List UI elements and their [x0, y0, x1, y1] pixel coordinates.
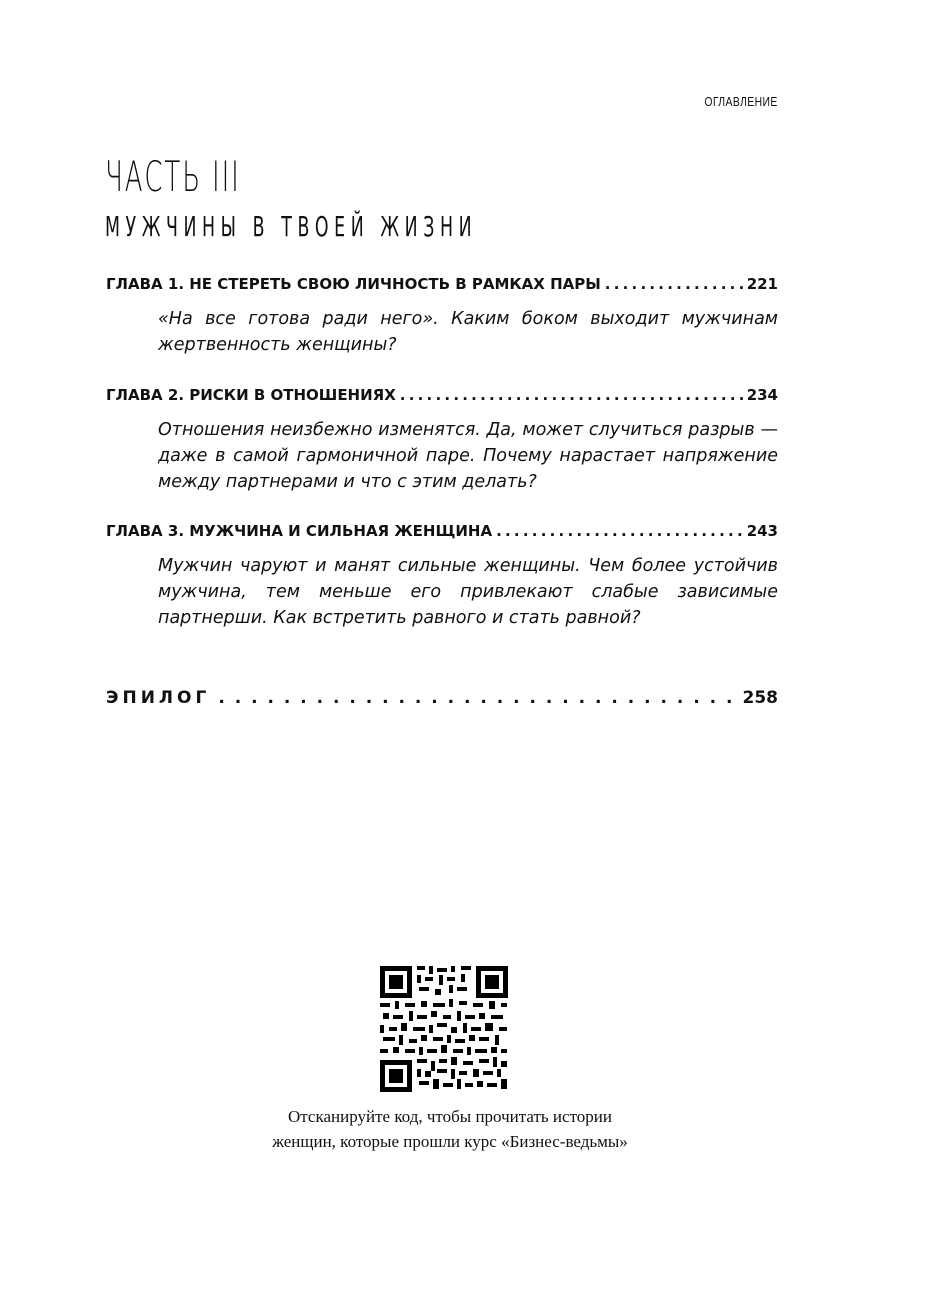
- toc-entry-chapter-3: [106, 522, 778, 631]
- chapter-description: «На все готова ради него». Каким боком выходит мужчинам жертвенность женщины?: [158, 309, 778, 355]
- qr-caption-line-2: женщин, которые прошли курс «Бизнес-ведьмы»: [272, 1132, 628, 1151]
- dot-leader: [218, 688, 734, 708]
- chapter-title: ГЛАВА 2. РИСКИ В ОТНОШЕНИЯХ: [106, 386, 396, 404]
- toc-entry-epilog: [106, 688, 778, 708]
- epilog-title: ЭПИЛОГ: [106, 688, 211, 708]
- toc-entry-chapter-1: [106, 275, 778, 358]
- part-title: ЧАСТЬ III: [105, 152, 241, 201]
- qr-code: [379, 965, 509, 1093]
- qr-caption-line-1: Отсканируйте код, чтобы прочитать истории: [288, 1107, 612, 1126]
- qr-finder-top-right: [476, 966, 508, 998]
- chapter-description: Отношения неизбежно изменятся. Да, может случиться разрыв — даже в самой гармоничной паре. Почему нарастает напряжение между партнерами и что с этим делать?: [158, 420, 778, 492]
- qr-finder-top-left: [380, 966, 412, 998]
- dot-leader: [496, 522, 743, 540]
- chapter-title: ГЛАВА 3. МУЖЧИНА И СИЛЬНАЯ ЖЕНЩИНА: [106, 522, 493, 540]
- chapter-page: 243: [746, 522, 778, 540]
- toc-entry-chapter-2: [106, 386, 778, 495]
- toc-line: [106, 275, 778, 293]
- part-subtitle: МУЖЧИНЫ В ТВОЕЙ ЖИЗНИ: [105, 210, 478, 243]
- dot-leader: [605, 275, 743, 293]
- epilog-page: 258: [742, 688, 778, 708]
- qr-finder-bottom-left: [380, 1060, 412, 1092]
- toc-line: [106, 522, 778, 540]
- qr-caption: [200, 1104, 700, 1154]
- dot-leader: [400, 386, 743, 404]
- chapter-title: ГЛАВА 1. НЕ СТЕРЕТЬ СВОЮ ЛИЧНОСТЬ В РАМКАХ ПАРЫ: [106, 275, 601, 293]
- running-head: ОГЛАВЛЕНИЕ: [704, 94, 778, 109]
- chapter-page: 234: [746, 386, 778, 404]
- chapter-page: 221: [746, 275, 778, 293]
- chapter-description: Мужчин чаруют и манят сильные женщины. Чем более устойчив мужчина, тем меньше его привлекают слабые зависимые партнерши. Как встретить равного и стать равной?: [158, 556, 778, 628]
- toc-line: [106, 386, 778, 404]
